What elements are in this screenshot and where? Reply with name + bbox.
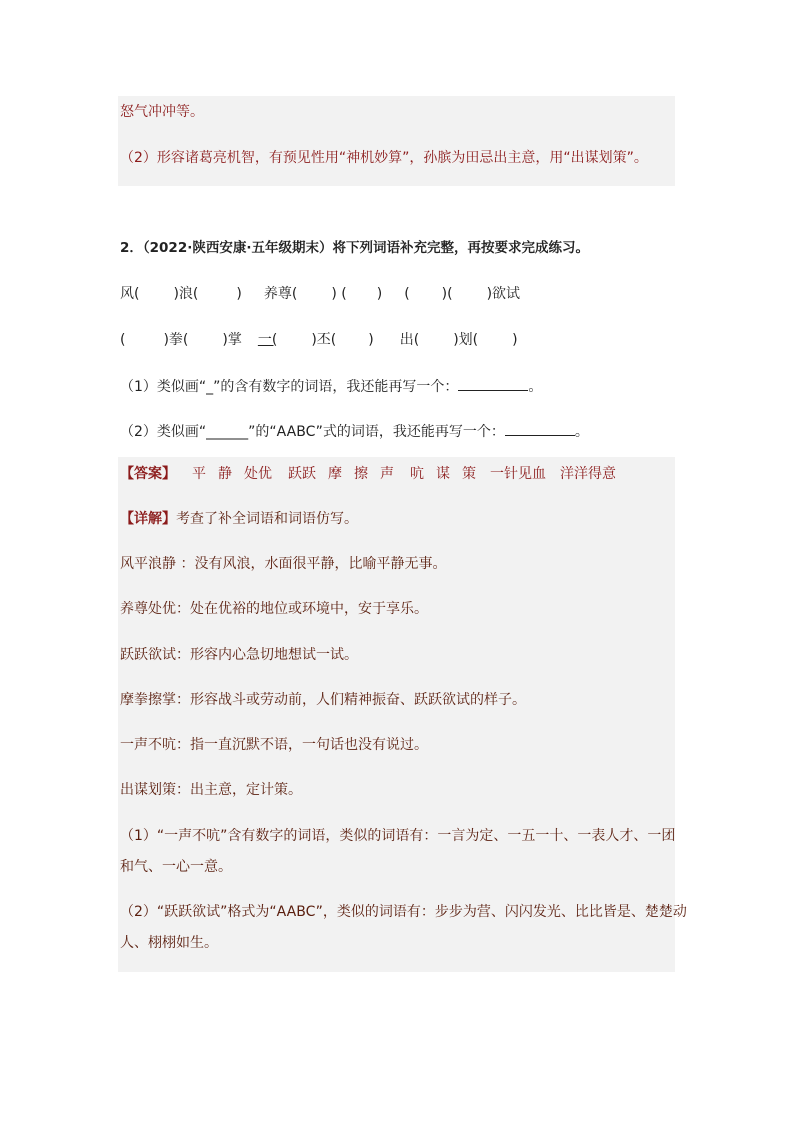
explanation-line: 风平浪静 ：没有风浪，水面很平静，比喻平静无事。 [120,556,447,572]
row2-part: ) [368,332,374,348]
answer-blank-2[interactable] [505,421,575,436]
answer-item: 处优 [244,466,272,482]
explanation-line: 摩拳擦掌：形容战斗或劳动前，人们精神振奋、跃跃欲试的样子。 [120,692,526,708]
row1-part: )欲试 [486,286,521,302]
answer-item: 策 [462,466,476,482]
answer-item: 跃跃 [288,466,316,482]
answer-label: 【答案】 [120,466,176,482]
answer-item: 一针见血 [490,466,546,482]
answer-box [118,457,675,972]
row1-part: ) ( [331,286,347,302]
sub-question-2-text: （2）类似画“______”的“AABC”式的词语，我还能再写一个： [120,424,505,440]
explanation-line: 人、栩栩如生。 [120,935,218,951]
row1-part: ( [404,286,410,302]
row2-part: )掌 [222,332,242,348]
question-row-1 [120,284,520,304]
row2-part: ) [512,332,518,348]
sub-question-2 [120,421,589,442]
explanation-line: （1）“一声不吭”含有数字的词语，类似的词语有：一言为定、一五一十、一表人才、一团 [120,828,676,844]
previous-answer-line-1: 怒气冲冲等。 [120,104,204,120]
explanation-line: 一声不吭：指一直沉默不语，一句话也没有说过。 [120,737,428,753]
answer-line [120,464,616,484]
question-title: 2．（2022·陕西安康·五年级期末）将下列词语补充完整，再按要求完成练习。 [120,240,589,256]
row1-part: 风( [120,286,140,302]
answer-item: 静 [218,466,232,482]
explanation-line: 养尊处优：处在优裕的地位或环境中，安于享乐。 [120,601,428,617]
row2-part: ( [120,332,126,348]
explanation-line: 和气、一心一意。 [120,859,232,875]
row2-part: )丕( [311,332,337,348]
explanation-line: 出谋划策：出主意，定计策。 [120,782,302,798]
row1-part: )( [441,286,453,302]
row1-part: ) [376,286,383,302]
row1-part: ) [236,286,242,302]
question-row-2 [120,330,518,350]
answer-item: 擦 [354,466,368,482]
row2-part: 出( [399,332,420,348]
row2-part: )拳( [163,332,189,348]
answer-item: 吭 [410,466,424,482]
detail-text: 考查了补全词语和词语仿写。 [176,511,358,527]
answer-blank-1[interactable] [458,376,528,391]
row2-part: )划( [453,332,479,348]
previous-answer-line-2: （2）形容诸葛亮机智，有预见性用“神机妙算”，孙膑为田忌出主意，用“出谋划策”。 [120,150,648,166]
sub-question-1-end: 。 [528,379,543,395]
answer-item: 平 [192,466,206,482]
explanation-line: （2）“跃跃欲试”格式为“AABC”，类似的词语有：步步为营、闪闪发光、比比皆是、楚楚动 [120,904,687,920]
answer-item: 摩 [328,466,342,482]
answer-item: 声 [380,466,394,482]
detail-label: 【详解】 [120,511,176,527]
row2-part: 一( [257,332,278,348]
row1-part: 养尊( [263,286,298,302]
sub-question-1 [120,376,542,397]
sub-question-1-text: （1）类似画“_”的含有数字的词语，我还能再写一个： [120,379,459,395]
answer-item: 洋洋得意 [560,466,616,482]
row1-part: )浪( [173,286,199,302]
answer-item: 谋 [436,466,450,482]
explanation-line: 跃跃欲试：形容内心急切地想试一试。 [120,647,358,663]
detail-line [120,509,358,529]
sub-question-2-end: 。 [574,424,589,440]
